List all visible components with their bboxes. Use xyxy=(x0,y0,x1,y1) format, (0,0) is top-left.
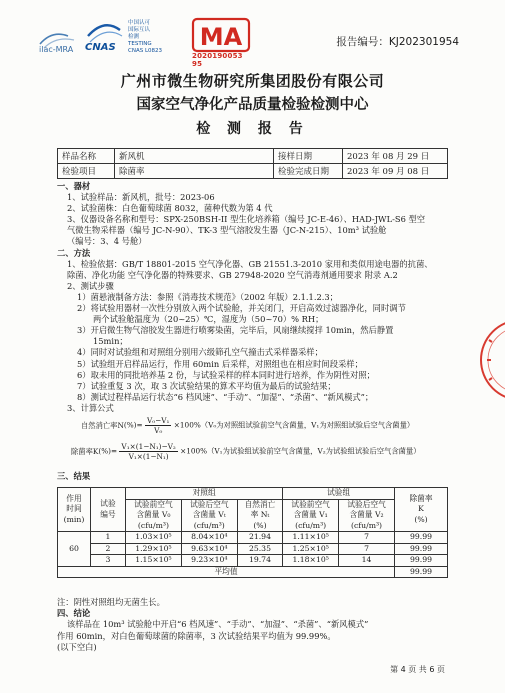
report-body xyxy=(57,181,452,414)
step-line: 15min； xyxy=(93,336,128,347)
average-row xyxy=(58,566,448,578)
step-line: 5）试验组开启样品运行，作用 60min 后采样，对照组也在相应时间段采样； xyxy=(77,358,363,369)
step-line: 7）试验重复 3 次，取 3 次试验结果的算术平均值为最后的试验结果； xyxy=(77,380,336,391)
organization-title: 广州市微生物研究所集团股份有限公司 xyxy=(120,72,385,90)
conclusion-line: 该样品在 10m³ 试验舱中开启“6 档风速”、“手动”、“加湿”、“杀菌”、“新风模式” xyxy=(67,619,369,630)
seal-stamp-icon xyxy=(479,300,505,420)
header-vt: 试验后空气 含菌量 Vₜ (cfu/m³) xyxy=(181,499,237,532)
equipment-line: （编号：3、4 号舱） xyxy=(67,236,147,247)
equipment-line: 3、仪器设备名称和型号：SPX-250BSH-II 型生化培养箱（编号 JC-E-46）、HAD-JWL-S6 型空 xyxy=(67,214,426,225)
table-row: 2 1.29×10⁵ 9.63×10⁴ 25.35 1.25×10⁵ 7 99.99 xyxy=(58,543,448,555)
report-title: 检 测 报 告 xyxy=(196,121,309,137)
step-line: 6）取未用的同批培养基 2 份，与试验采样的样本同时进行培养，作为阴性对照； xyxy=(77,369,375,380)
header-test-group: 试验组 xyxy=(283,488,395,500)
cnas-logo-icon xyxy=(84,20,124,54)
method-line: 1、检验依据：GB/T 18801-2015 空气净化器、GB 21551.3-2010 家用和类似用途电器的抗菌、 xyxy=(67,258,433,269)
formula-natural-decay: 自然消亡率N(%)= $\frac{\text{V₀−V₁}}{\text{V₀}}$ ×100%（V₀为对照组试验前空气含菌量，V₁为对照组试验后空气含菌量） xyxy=(81,416,415,435)
sample-name-value: 新风机 xyxy=(115,149,274,164)
equipment-line: 2、试验菌株：白色葡萄球菌 8032，菌种代数为第 4 代 xyxy=(67,203,273,214)
test-item-label: 检验项目 xyxy=(58,164,115,179)
ilac-mra-logo-icon xyxy=(38,28,80,54)
method-line: 2、测试步骤 xyxy=(67,280,114,291)
test-item-value: 除菌率 xyxy=(115,164,274,179)
negative-control-note: 注：阴性对照组均无菌生长。 xyxy=(57,597,165,607)
svg-text:CNAS: CNAS xyxy=(85,42,116,53)
header-no: 试验 编号 xyxy=(91,488,126,532)
sample-name-label: 样品名称 xyxy=(58,149,115,164)
step-line: 1）菌悬液制备方法：参照《消毒技术规范》（2002 年版）2.1.1.2.3； xyxy=(77,291,338,302)
section-conclusion: 四、结论 xyxy=(57,608,91,619)
average-value: 99.99 xyxy=(395,566,448,578)
section-method: 二、方法 xyxy=(57,247,91,258)
step-line: 3）开启微生物气溶胶发生器进行喷雾染菌，完毕后，风扇继续搅拌 10min，然后静置 xyxy=(77,325,394,336)
center-title: 国家空气净化产品质量检验检测中心 xyxy=(136,97,369,113)
blank-below-note: (以下空白) xyxy=(57,641,97,652)
receive-date-label: 接样日期 xyxy=(274,149,343,164)
average-label: 平均值 xyxy=(58,566,395,578)
complete-date-label: 检验完成日期 xyxy=(274,164,343,179)
time-cell: 60 xyxy=(58,532,91,567)
receive-date-value: 2023 年 08 月 29 日 xyxy=(343,149,448,164)
formula-removal-rate: 除菌率K(%)= $\frac{\text{V₁×(1−N₁)−V₂}}{\text{V₁×(1−N₁)}}$ ×100%（V₁为试验组试验前空气含菌量，V₂为试验组试验后空气含菌量） xyxy=(71,442,421,461)
section-results: 三、结果 xyxy=(57,471,91,481)
table-row: 3 1.15×10⁵ 9.23×10⁴ 19.74 1.18×10⁵ 14 99.99 xyxy=(58,555,448,567)
svg-text:ilac-MRA: ilac-MRA xyxy=(39,45,74,54)
header-v0: 试验前空气 含菌量 V₀ (cfu/m³) xyxy=(126,499,182,532)
conclusion-block xyxy=(57,597,452,653)
header-v2: 试验后空气 含菌量 V₂ (cfu/m³) xyxy=(339,499,395,532)
results-table xyxy=(57,487,448,578)
complete-date-value: 2023 年 09 月 08 日 xyxy=(343,164,448,179)
header-v1: 试验前空气 含菌量 V₁ (cfu/m³) xyxy=(283,499,339,532)
page-number: 第 4 页 共 6 页 xyxy=(390,665,445,674)
step-line: 两个试验舱温度为（20~25）℃，湿度为（50~70）% RH； xyxy=(93,314,324,325)
formula-heading: 3、计算公式 xyxy=(67,402,114,413)
equipment-line: 1、试验样品：新风机，批号：2023-06 xyxy=(67,192,215,203)
header-control-group: 对照组 xyxy=(126,488,283,500)
svg-text:MA: MA xyxy=(199,23,243,51)
cma-number: 2020190053​95 xyxy=(192,52,243,68)
header-nt: 自然消亡 率 Nₜ (%) xyxy=(237,499,283,532)
section-equipment: 一、器材 xyxy=(57,181,91,191)
step-line: 2）将试验用器材一次性分别放入两个试验舱，并关闭门，开启高效过滤器净化，同时调节 xyxy=(77,303,406,314)
step-line: 8）测试过程样品运行状态“6 档风速”、“手动”、“加湿”、“杀菌”、“新风模式”； xyxy=(77,391,374,402)
conclusion-line: 作用 60min，对白色葡萄球菌的除菌率，3 次试验结果平均值为 99.99%。 xyxy=(57,630,336,641)
table-row: 60 1 1.03×10⁵ 8.04×10⁴ 21.94 1.11×10⁵ 7 99.99 xyxy=(58,532,448,544)
cnas-caption: 中国认可 国际互认 检测 TESTING CNAS L0823 xyxy=(128,20,163,54)
method-line: 除菌、净化功能 空气净化器的特殊要求、GB 27948-2020 空气消毒剂通用要求 附录 A.2 xyxy=(67,269,398,280)
header-removal-rate: 除菌率 K (%) xyxy=(395,488,448,532)
report-number: 报告编号：KJ202301954 xyxy=(336,36,459,48)
cma-seal-icon xyxy=(190,16,252,54)
header-time: 作用 时间 (min) xyxy=(58,488,91,532)
sample-info-table xyxy=(57,148,448,179)
step-line: 4）同时对试验组和对照组分别用六级筛孔空气撞击式采样器采样； xyxy=(77,347,323,358)
equipment-line: 气微生物采样器（编号 JC-N-90）、TK-3 型气溶胶发生器（JC-N-215）、10m³ 试验舱 xyxy=(67,225,387,236)
